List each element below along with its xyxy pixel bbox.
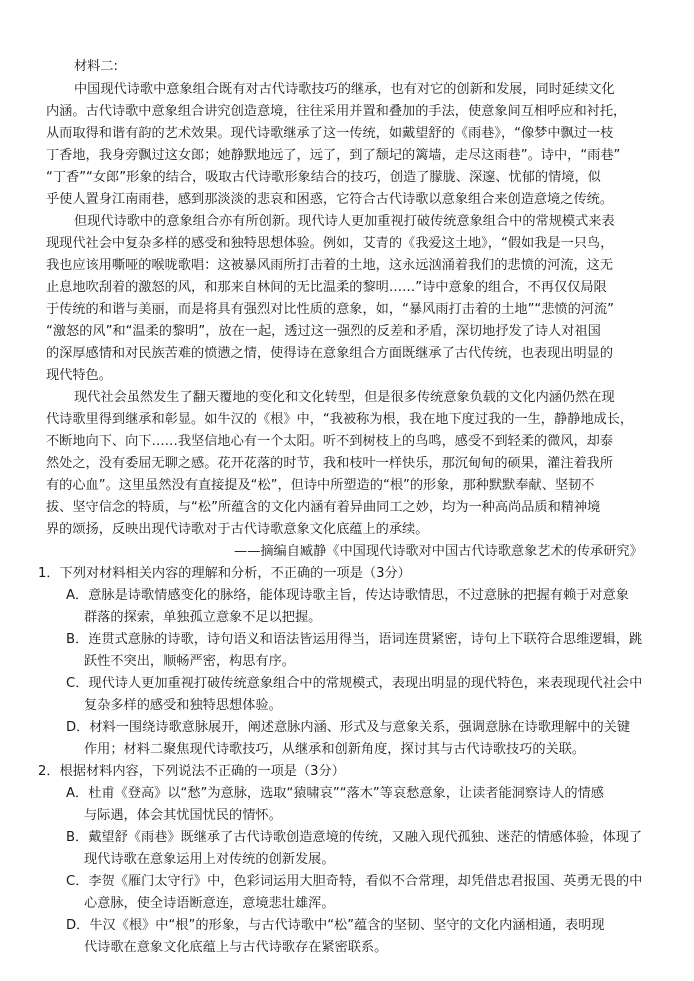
q1-option-a-line-1[interactable]: A．意脉是诗歌情感变化的脉络，能体现诗歌主旨，传达诗歌情思，不过意脉的把握有赖于对意象 <box>66 588 629 603</box>
material-heading: 材料二: <box>74 59 119 74</box>
para2-line-1: 但现代诗歌中的意象组合亦有所创新。现代诗人更加重视打破传统意象组合中的常规模式来表 <box>74 214 615 229</box>
para1-line-6: 乎使人置身江南雨巷，感到那淡淡的悲哀和困惑，它符合古代诗歌以意象组合来创造意境之传统。 <box>46 192 614 207</box>
para1-line-4: 丁香地，我身旁飘过这女郎；她静默地远了，远了，到了颓圮的篱墙，走尽这雨巷”。诗中，“雨巷” <box>46 148 621 163</box>
q2-option-c-line-1[interactable]: C．李贺《雁门太守行》中，色彩词运用大胆奇特，看似不合常理，却凭借忠君报国、英勇无畏的中 <box>66 874 643 889</box>
q1-option-c-line-2: 复杂多样的感受和独特思想体验。 <box>84 698 282 713</box>
para3-line-3: 不断地向下、向下……我坚信地心有一个太阳。听不到树枝上的鸟鸣，感受不到轻柔的微风，却泰 <box>46 434 614 449</box>
para3-line-6: 拔、坚守信念的特质，与“松”所蕴含的文化内涵有着异曲同工之妙，均为一种高尚品质和精神境 <box>46 500 601 515</box>
q2-option-c-line-2: 心意脉，使全诗语断意连，意境悲壮雄浑。 <box>84 896 335 911</box>
para1-line-1: 中国现代诗歌中意象组合既有对古代诗歌技巧的继承，也有对它的创新和发展，同时延续文化 <box>74 82 615 97</box>
q1-option-c-line-1[interactable]: C．现代诗人更加重视打破传统意象组合中的常规模式，表现出明显的现代特色，来表现现代社会中 <box>66 676 643 691</box>
para2-line-4: 止息地吹刮着的激怒的风，和那来自林间的无比温柔的黎明……”诗中意象的组合，不再仅仅局限 <box>46 280 607 295</box>
q2-option-b-line-1[interactable]: B．戴望舒《雨巷》既继承了古代诗歌创造意境的传统，又融入现代孤独、迷茫的情感体验，体现了 <box>66 830 643 845</box>
q2-option-d-line-1[interactable]: D．牛汉《根》中“根”的形象，与古代诗歌中“松”蕴含的坚韧、坚守的文化内涵相通，表明现 <box>66 918 605 933</box>
para2-line-6: “激怒的风”和“温柔的黎明”，放在一起，透过这一强烈的反差和矛盾，深切地抒发了诗人对祖国 <box>46 324 601 339</box>
q2-option-b-line-2: 现代诗歌在意象运用上对传统的创新发展。 <box>84 852 335 867</box>
source-citation: ——摘编自臧静《中国现代诗歌对中国古代诗歌意象艺术的传承研究》 <box>234 544 643 559</box>
para3-line-1: 现代社会虽然发生了翻天覆地的变化和文化转型，但是很多传统意象负载的文化内涵仍然在现 <box>74 390 615 405</box>
para2-line-7: 的深厚感情和对民族苦难的愤懑之情，使得诗在意象组合方面既继承了古代传统，也表现出明显的 <box>46 346 614 361</box>
para1-line-3: 从而取得和谐有韵的艺术效果。现代诗歌继承了这一传统，如戴望舒的《雨巷》，“像梦中飘过一枝 <box>46 126 614 141</box>
para3-line-7: 界的颂扬，反映出现代诗歌对于古代诗歌意象文化底蕴上的承续。 <box>46 522 429 537</box>
q2-option-a-line-2: 与际遇，体会其忧国忧民的情怀。 <box>84 808 282 823</box>
q2-option-a-line-1[interactable]: A．杜甫《登高》以“愁”为意脉，选取“猿啸哀”“落木”等哀愁意象，让读者能洞察诗人的情感 <box>66 786 604 801</box>
para1-line-2: 内涵。古代诗歌中意象组合讲究创造意境，往往采用并置和叠加的手法，使意象间互相呼应和衬托， <box>46 104 627 119</box>
question-2-stem: 2．根据材料内容，下列说法不正确的一项是（3分） <box>38 764 345 779</box>
para2-line-5: 于传统的和谐与美丽，而是将具有强烈对比性质的意象，如，“暴风雨打击着的土地”“悲愤的河流” <box>46 302 615 317</box>
q1-option-d-line-1[interactable]: D．材料一围绕诗歌意脉展开，阐述意脉内涵、形式及与意象关系，强调意脉在诗歌理解中的关键 <box>66 720 631 735</box>
para3-line-5: 有的心血”。这里虽然没有直接提及“松”，但诗中所塑造的“根”的形象，那种默默奉献、坚韧不 <box>46 478 595 493</box>
para2-line-3: 我也应该用嘶哑的喉咙歌唱：这被暴风雨所打击着的土地，这永远汹涌着我们的悲愤的河流，这无 <box>46 258 614 273</box>
q1-option-a-line-2: 群落的探索，单独孤立意象不足以把握。 <box>84 610 322 625</box>
para2-line-2: 现现代社会中复杂多样的感受和独特思想体验。例如，艾青的《我爱这土地》，“假如我是一只鸟， <box>46 236 614 251</box>
q2-option-d-line-2: 代诗歌在意象文化底蕴上与古代诗歌存在紧密联系。 <box>84 940 388 955</box>
question-1-stem: 1．下列对材料相关内容的理解和分析，不正确的一项是（3分） <box>38 566 411 581</box>
para2-line-8: 现代特色。 <box>46 368 112 383</box>
q1-option-d-line-2: 作用；材料二聚焦现代诗歌技巧，从继承和创新角度，探讨其与古代诗歌技巧的关联。 <box>84 742 586 757</box>
para1-line-5: “丁香”“女郎”形象的结合，吸取古代诗歌形象结合的技巧，创造了朦胧、深邃、忧郁的情境，似 <box>46 170 601 185</box>
q1-option-b-line-2: 跃性不突出，顺畅严密，构思有序。 <box>84 654 295 669</box>
q1-option-b-line-1[interactable]: B．连贯式意脉的诗歌，诗句语义和语法皆运用得当，语词连贯紧密，诗句上下联符合思维逻辑，跳 <box>66 632 643 647</box>
para3-line-2: 代诗歌里得到继承和彰显。如牛汉的《根》中，“我被称为根，我在地下度过我的一生，静静地成长， <box>46 412 634 427</box>
para3-line-4: 然处之，没有委屈无聊之感。花开花落的时节，我和枝叶一样快乐，那沉甸甸的硕果，灌注着我所 <box>46 456 614 471</box>
